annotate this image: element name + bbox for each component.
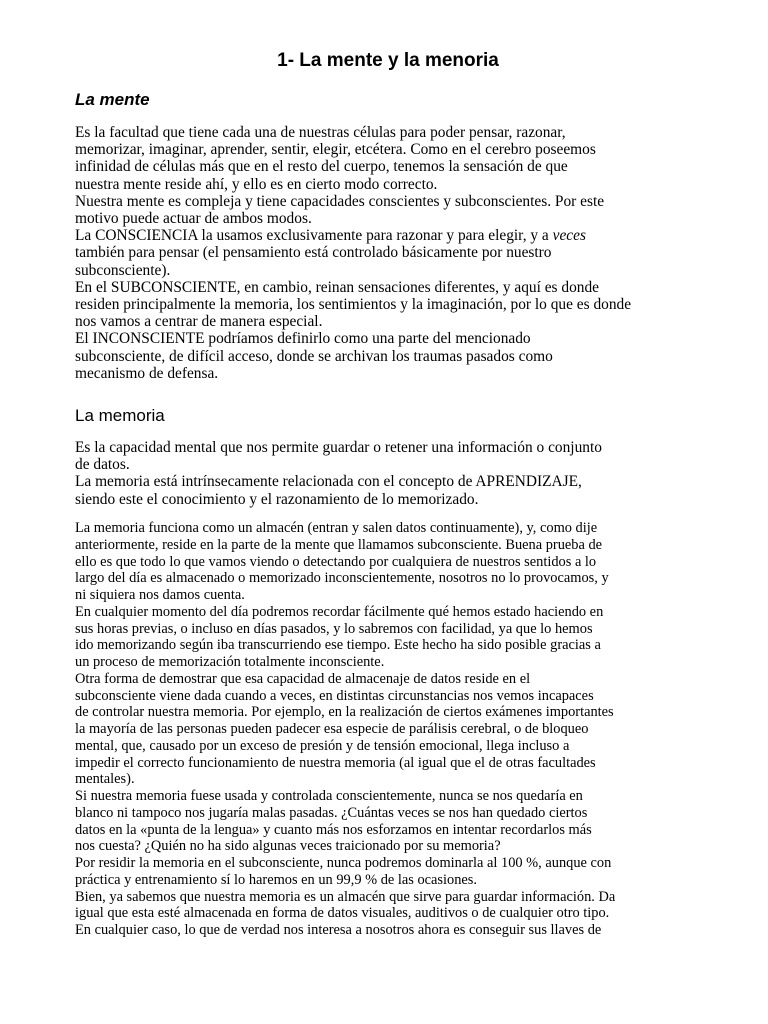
text-line: En cualquier caso, lo que de verdad nos interesa a nosotros ahora es conseguir sus llaves de [75,922,602,938]
text-line: impedir el correcto funcionamiento de nuestra memoria (al igual que el de otras facultades [75,754,596,771]
text-line: subconsciente). [75,261,171,279]
section-heading-la-memoria: La memoria [75,406,165,425]
text-line: Bien, ya sabemos que nuestra memoria es un almacén que sirve para guardar información. Da [75,888,616,905]
text-line [75,227,705,244]
text-line: ido memorizando según iba transcurriendo ese tiempo. Este hecho ha sido posible gracias a [75,637,601,654]
text-line: nos vamos a centrar de manera especial. [75,313,323,331]
page-title: 1- La mente y la menoria [277,50,499,71]
text-line: La memoria funciona como un almacén (entran y salen datos continuamente), y, como dije [75,520,598,536]
text-line: datos en la «punta de la lengua» y cuanto más nos esforzamos en intentar recordarlos más [75,821,592,838]
text-line: mentales). [75,771,135,788]
section-la-memoria-body [75,520,705,939]
text-line: de datos. [75,456,130,474]
text-line: mecanismo de defensa. [75,364,219,382]
section-la-memoria-intro [75,439,705,508]
text-line: de controlar nuestra memoria. Por ejemplo, en la realización de ciertos exámenes importantes [75,704,614,721]
text-line: En cualquier momento del día podremos recordar fácilmente qué hemos estado haciendo en [75,603,604,620]
section-la-mente-body [75,124,705,382]
text-line: Otra forma de demostrar que esa capacidad de almacenaje de datos reside en el [75,670,531,687]
text-line: El INCONSCIENTE podríamos definirlo como una parte del mencionado [75,330,531,348]
text-line: nuestra mente reside ahí, y ello es en cierto modo correcto. [75,175,438,193]
italic-word: veces [552,227,586,245]
text-line: Es la capacidad mental que nos permite guardar o retener una información o conjunto [75,439,602,456]
text-line: Nuestra mente es compleja y tiene capacidades conscientes y subconscientes. Por este [75,192,605,210]
text-line: práctica y entrenamiento sí lo haremos en un 99,9 % de las ocasiones. [75,871,478,888]
text-line: igual que esta esté almacenada en forma de datos visuales, auditivos o de cualquier otro tipo. [75,905,610,922]
text-line: infinidad de células más que en el resto del cuerpo, tenemos la sensación de que [75,158,568,176]
text-line: motivo puede actuar de ambos modos. [75,210,312,228]
text-line: mental, que, causado por un exceso de presión y de tensión emocional, llega incluso a [75,737,570,754]
text-line: subconsciente, de difícil acceso, donde se archivan los traumas pasados como [75,347,553,365]
text-line: residen principalmente la memoria, los sentimientos y la imaginación, por lo que es donde [75,296,632,314]
text-segment: La CONSCIENCIA la usamos exclusivamente para razonar y para elegir, y a [75,227,549,245]
text-line: Es la facultad que tiene cada una de nuestras células para poder pensar, razonar, [75,124,566,141]
text-line: siendo este el conocimiento y el razonamiento de lo memorizado. [75,490,479,508]
text-line: ni siquiera nos damos cuenta. [75,587,245,603]
text-line: En el SUBCONSCIENTE, en cambio, reinan sensaciones diferentes, y aquí es donde [75,278,600,296]
section-heading-la-mente: La mente [75,90,150,109]
text-line: memorizar, imaginar, aprender, sentir, elegir, etcétera. Como en el cerebro poseemos [75,141,596,159]
text-line: la mayoría de las personas pueden padecer esa especie de parálisis cerebral, o de bloqueo [75,721,589,737]
text-line: un proceso de memorización totalmente inconsciente. [75,654,385,670]
text-line: blanco ni tampoco nos jugaría malas pasadas. ¿Cuántas veces se nos han quedado ciertos [75,804,588,821]
text-line: Si nuestra memoria fuese usada y controlada conscientemente, nunca se nos quedaría en [75,788,583,804]
text-line: largo del día es almacenado o memorizado inconscientemente, nosotros no lo provocamos, y [75,570,609,587]
text-line: La memoria está intrínsecamente relacionada con el concepto de APRENDIZAJE, [75,473,582,491]
text-line: ello es que todo lo que vamos viendo o detectando por cualquiera de nuestros sentidos a lo [75,553,597,570]
text-line: anteriormente, reside en la parte de la mente que llamamos subconsciente. Buena prueba de [75,536,603,553]
text-line: también para pensar (el pensamiento está controlado básicamente por nuestro [75,244,552,262]
text-line: subconsciente viene dada cuando a veces, en distintas circunstancias nos vemos incapaces [75,687,594,704]
text-line: sus horas previas, o incluso en días pasados, y lo sabremos con facilidad, ya que lo hemos [75,620,593,637]
text-line: Por residir la memoria en el subconsciente, nunca podremos dominarla al 100 %, aunque con [75,855,612,871]
text-line: nos cuesta? ¿Quién no ha sido algunas veces traicionado por su memoria? [75,838,501,855]
